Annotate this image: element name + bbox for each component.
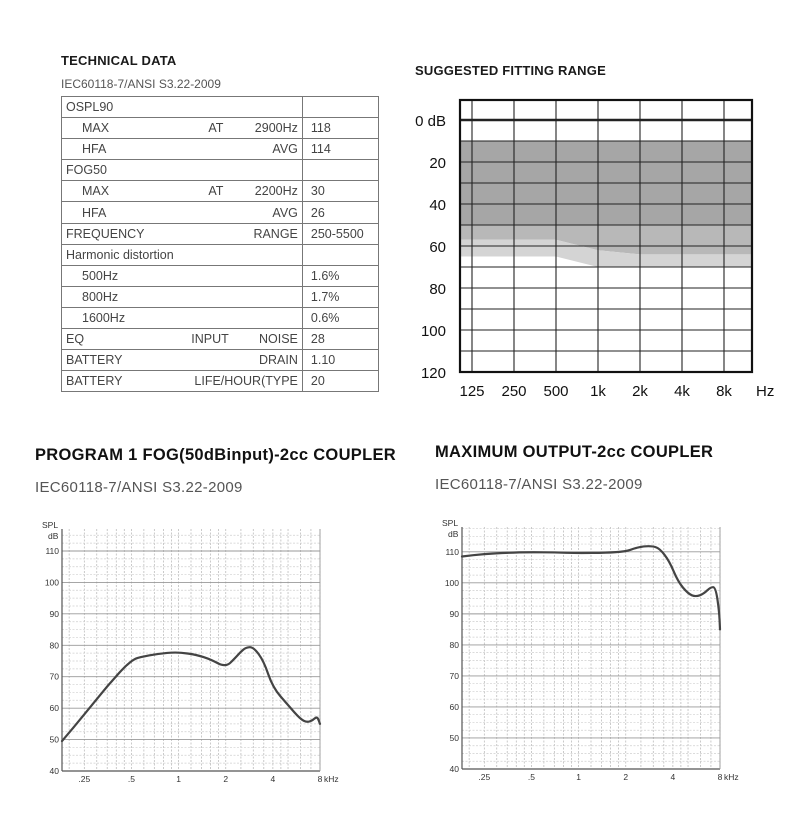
max-output-chart	[430, 513, 750, 788]
y-tick-label: 60	[429, 239, 446, 256]
y-tick-label: 80	[449, 639, 459, 650]
table-value-cell: 118	[302, 118, 378, 139]
y-tick-label: 40	[49, 766, 59, 776]
table-label-cell	[62, 244, 303, 265]
y-axis-unit: dB	[448, 529, 459, 539]
row-condition: DRAIN	[258, 353, 298, 368]
table-label-cell	[62, 118, 303, 139]
table-value-cell: 30	[302, 181, 378, 202]
y-tick-label: 50	[449, 732, 459, 743]
row-condition: AVG	[272, 142, 298, 157]
y-tick-label: 80	[49, 640, 59, 651]
table-label-cell	[62, 329, 303, 350]
x-tick-label: 2	[623, 772, 629, 782]
x-tick-label: 8	[317, 774, 323, 784]
x-tick-label: 4	[670, 772, 676, 782]
table-row	[62, 286, 379, 307]
max-output-chart-title: MAXIMUM OUTPUT-2cc COUPLER	[435, 443, 714, 461]
x-tick-label: .25	[78, 774, 91, 784]
x-tick-label: .5	[127, 774, 136, 784]
fog-chart-title: PROGRAM 1 FOG(50dBinput)-2cc COUPLER	[35, 446, 396, 464]
y-tick-label: 100	[444, 577, 459, 588]
table-value-cell: 1.10	[302, 350, 378, 371]
x-tick-label: 2	[223, 774, 229, 784]
table-row	[62, 265, 379, 286]
row-label: MAX	[82, 121, 110, 136]
x-tick-label: 1	[576, 772, 581, 782]
table-row	[62, 97, 379, 118]
x-tick-label: 8k	[716, 383, 732, 400]
row-condition: AVG	[272, 205, 298, 220]
row-condition: RANGE	[253, 226, 298, 241]
max-output-chart-subtitle: IEC60118-7/ANSI S3.22-2009	[435, 476, 643, 493]
table-value-cell: 20	[302, 371, 378, 392]
table-row	[62, 307, 379, 328]
table-value-cell: 28	[302, 329, 378, 350]
table-row	[62, 244, 379, 265]
y-tick-label: 60	[49, 703, 59, 714]
row-label: BATTERY	[66, 353, 123, 368]
table-value-cell: 26	[302, 202, 378, 223]
y-tick-label: 110	[445, 546, 459, 557]
y-axis-label: SPL	[442, 518, 459, 528]
tech-title: TECHNICAL DATA	[61, 53, 177, 68]
row-label: 500Hz	[82, 268, 119, 283]
y-tick-label: 60	[449, 701, 459, 712]
fog-chart-subtitle: IEC60118-7/ANSI S3.22-2009	[35, 479, 243, 496]
y-tick-label: 40	[429, 197, 446, 214]
row-label: FOG50	[66, 163, 107, 178]
table-label-cell	[62, 160, 303, 181]
row-condition: NOISE	[258, 332, 298, 347]
y-tick-label: 80	[429, 281, 446, 298]
row-qualifier: AT	[208, 121, 224, 136]
table-row	[62, 329, 379, 350]
fog-response-chart	[30, 515, 350, 790]
row-label: BATTERY	[66, 374, 123, 389]
y-tick-label: 90	[449, 608, 459, 619]
row-condition: LIFE/HOUR(TYPE	[194, 374, 298, 389]
y-tick-label: 110	[45, 546, 59, 556]
y-tick-label: 20	[429, 155, 446, 172]
table-value-cell: 0.6%	[302, 307, 378, 328]
y-tick-label: 90	[49, 608, 59, 619]
table-label-cell	[62, 223, 303, 244]
table-label-cell	[62, 202, 303, 223]
table-row	[62, 118, 379, 139]
y-tick-label: 70	[449, 670, 459, 681]
x-axis-label: kHz	[724, 772, 739, 782]
table-value-cell	[302, 97, 378, 118]
table-value-cell	[302, 160, 378, 181]
row-condition: 2200Hz	[254, 184, 298, 199]
table-row	[62, 223, 379, 244]
row-label: HFA	[82, 205, 107, 220]
table-label-cell	[62, 181, 303, 202]
table-value-cell: 1.6%	[302, 265, 378, 286]
x-tick-label: 250	[501, 383, 527, 400]
x-tick-label: 4k	[674, 383, 690, 400]
row-qualifier: AT	[208, 184, 224, 199]
fitting-range-title: SUGGESTED FITTING RANGE	[415, 63, 606, 78]
x-tick-label: 1	[176, 774, 181, 784]
table-row	[62, 160, 379, 181]
table-label-cell	[62, 265, 303, 286]
table-value-cell: 114	[302, 139, 378, 160]
row-label: Harmonic distortion	[66, 247, 174, 262]
table-row	[62, 202, 379, 223]
x-tick-label: .5	[527, 772, 536, 782]
x-tick-label: 1k	[590, 383, 606, 400]
y-tick-label: 50	[49, 734, 59, 745]
y-tick-label: 0 dB	[415, 113, 446, 130]
row-label: EQ	[66, 332, 85, 347]
table-value-cell: 250-5500	[302, 223, 378, 244]
table-row	[62, 139, 379, 160]
table-label-cell	[62, 97, 303, 118]
x-tick-label: .25	[478, 772, 491, 782]
y-axis-label: SPL	[42, 520, 59, 530]
fitting-range-chart	[410, 92, 775, 402]
x-axis-label: kHz	[324, 774, 339, 784]
table-label-cell	[62, 307, 303, 328]
table-row	[62, 181, 379, 202]
y-tick-label: 100	[44, 577, 59, 588]
row-label: HFA	[82, 142, 107, 157]
row-qualifier: INPUT	[191, 332, 229, 347]
x-tick-label: 8	[717, 772, 723, 782]
table-row	[62, 371, 379, 392]
table-label-cell	[62, 139, 303, 160]
y-tick-label: 100	[420, 323, 446, 340]
y-tick-label: 70	[49, 671, 59, 682]
x-tick-label: 4	[270, 774, 276, 784]
x-tick-label: 2k	[632, 383, 648, 400]
x-tick-label: 500	[543, 383, 569, 400]
table-label-cell	[62, 350, 303, 371]
x-unit-label: Hz	[756, 383, 775, 400]
y-axis-unit: dB	[48, 531, 59, 541]
x-tick-label: 125	[459, 383, 485, 400]
row-label: 1600Hz	[82, 310, 126, 325]
row-label: MAX	[82, 184, 110, 199]
technical-data-table	[61, 96, 379, 392]
y-tick-label: 120	[420, 365, 446, 382]
y-tick-label: 40	[449, 764, 459, 774]
row-label: 800Hz	[82, 289, 119, 304]
tech-standard: IEC60118-7/ANSI S3.22-2009	[61, 77, 221, 91]
table-label-cell	[62, 371, 303, 392]
table-row	[62, 350, 379, 371]
row-label: OSPL90	[66, 100, 114, 115]
row-condition: 2900Hz	[254, 121, 298, 136]
table-label-cell	[62, 286, 303, 307]
table-value-cell	[302, 244, 378, 265]
row-label: FREQUENCY	[66, 226, 145, 241]
table-value-cell: 1.7%	[302, 286, 378, 307]
